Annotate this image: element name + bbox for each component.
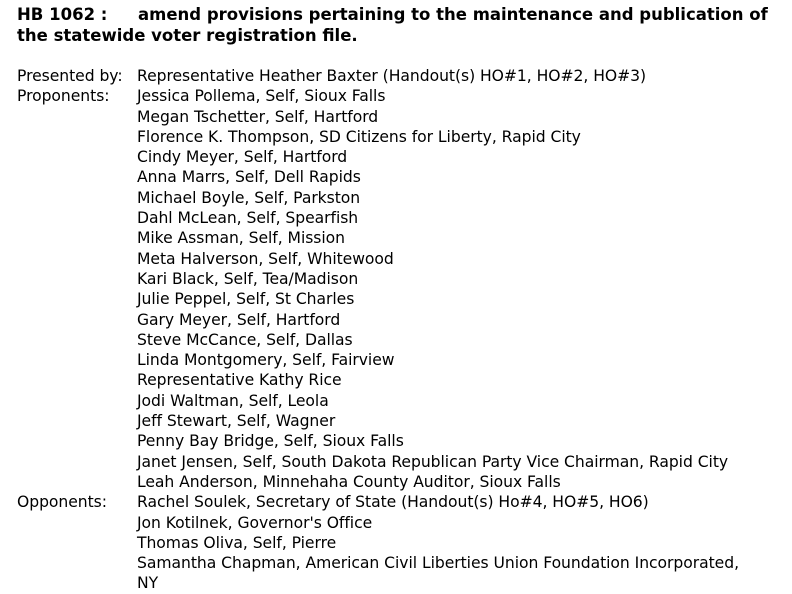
opponent-entry: Thomas Oliva, Self, Pierre	[137, 533, 337, 552]
proponent-entry: Jessica Pollema, Self, Sioux Falls	[137, 87, 386, 106]
opponent-entry: Rachel Soulek, Secretary of State (Handout(s) Ho#4, HO#5, HO6)	[137, 493, 649, 512]
proponent-entry: Michael Boyle, Self, Parkston	[137, 188, 361, 207]
opponents-row	[17, 492, 789, 512]
proponent-entry: Mike Assman, Self, Mission	[137, 229, 345, 248]
presented-by-value: Representative Heather Baxter (Handout(s) HO#1, HO#2, HO#3)	[137, 67, 647, 85]
bill-header-line-1	[17, 5, 789, 26]
opponents-label: Opponents:	[17, 493, 107, 512]
proponent-entry: Megan Tschetter, Self, Hartford	[137, 107, 379, 126]
proponent-entry: Meta Halverson, Self, Whitewood	[137, 249, 394, 268]
proponents-row	[17, 86, 789, 106]
proponent-entry: Leah Anderson, Minnehaha County Auditor, Sioux Falls	[137, 472, 561, 491]
proponent-entry: Jodi Waltman, Self, Leola	[137, 391, 329, 410]
proponents-label: Proponents:	[17, 87, 110, 106]
proponent-entry: Janet Jensen, Self, South Dakota Republican Party Vice Chairman, Rapid City	[137, 452, 729, 471]
proponent-entry: Steve McCance, Self, Dallas	[137, 330, 353, 349]
opponent-entry: Jon Kotilnek, Governor's Office	[137, 513, 373, 532]
proponent-entry: Linda Montgomery, Self, Fairview	[137, 351, 395, 370]
bill-title: amend provisions pertaining to the maintenance and publication of	[138, 5, 768, 24]
bill-number: HB 1062 :	[17, 5, 108, 24]
presented-by-row	[17, 66, 789, 86]
presented-by-label: Presented by:	[17, 67, 123, 85]
proponent-entry: Jeff Stewart, Self, Wagner	[137, 412, 336, 431]
proponent-entry: Penny Bay Bridge, Self, Sioux Falls	[137, 432, 404, 451]
proponent-entry: Anna Marrs, Self, Dell Rapids	[137, 168, 361, 187]
opponent-entry: NY	[137, 574, 159, 593]
testimony-section	[17, 66, 789, 594]
proponent-entry: Gary Meyer, Self, Hartford	[137, 310, 341, 329]
proponent-entry: Representative Kathy Rice	[137, 371, 342, 390]
bill-title-continued: the statewide voter registration file.	[17, 25, 358, 45]
proponent-entry: Julie Peppel, Self, St Charles	[137, 290, 355, 309]
proponent-entry: Florence K. Thompson, SD Citizens for Liberty, Rapid City	[137, 127, 581, 146]
bill-header	[17, 5, 789, 46]
proponent-entry: Kari Black, Self, Tea/Madison	[137, 269, 359, 288]
document	[17, 5, 789, 594]
proponent-entry: Dahl McLean, Self, Spearfish	[137, 209, 359, 228]
opponent-entry: Samantha Chapman, American Civil Liberties Union Foundation Incorporated,	[137, 554, 739, 573]
proponent-entry: Cindy Meyer, Self, Hartford	[137, 148, 348, 167]
